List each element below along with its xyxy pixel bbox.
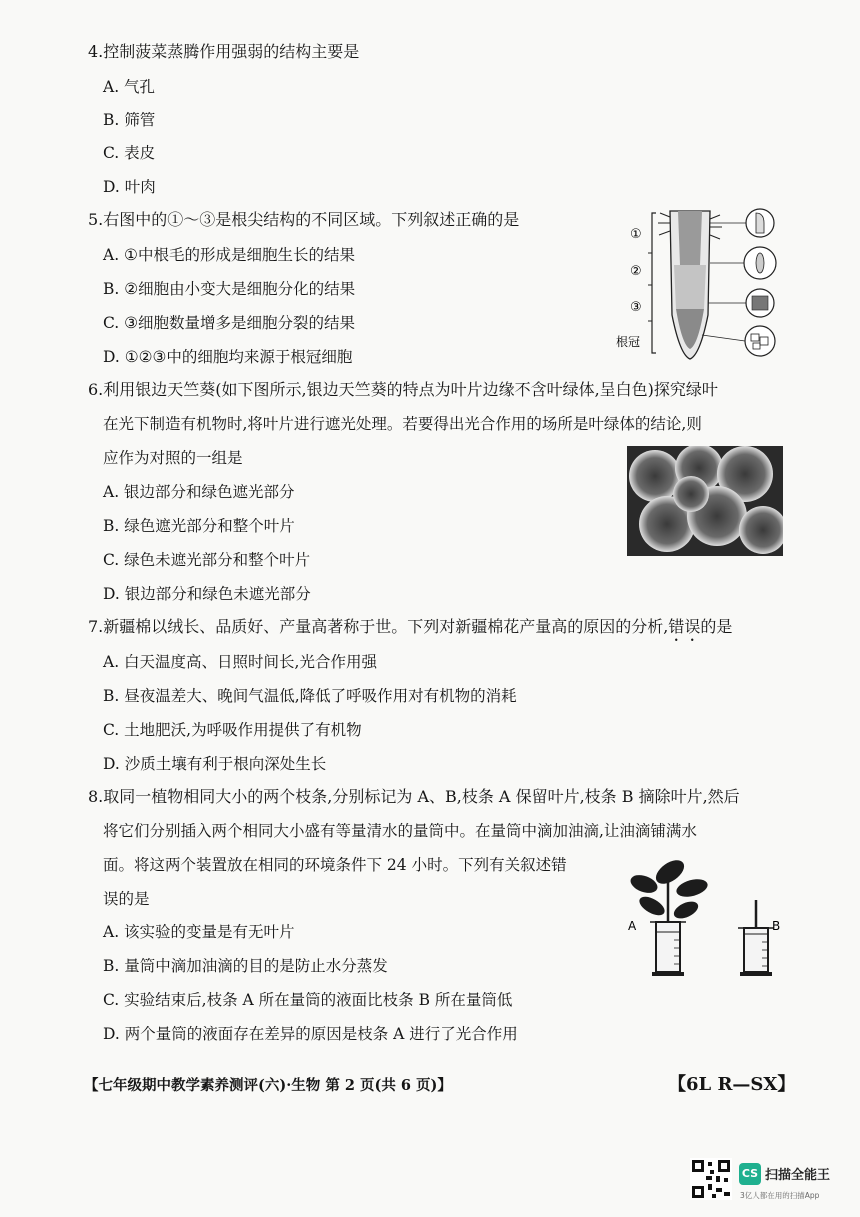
q5-option-c: C. ③细胞数量增多是细胞分裂的结果 [103,314,356,332]
q4-stem: 4.控制菠菜蒸腾作用强弱的结构主要是 [88,42,360,61]
q4-option-a: A. 气孔 [103,78,156,96]
q6-option-b: B. 绿色遮光部分和整个叶片 [103,517,295,535]
label-zone-1: ① [630,227,642,242]
q8-option-a: A. 该实验的变量是有无叶片 [103,923,295,941]
q5-option-a: A. ①中根毛的形成是细胞生长的结果 [103,246,355,264]
q8-stem-line-3: 面。将这两个装置放在相同的环境条件下 24 小时。下列有关叙述错 [103,856,567,874]
q6-option-a: A. 银边部分和绿色遮光部分 [103,483,295,501]
q4-option-d: D. 叶肉 [103,178,156,196]
q8-stem-line-4: 误的是 [103,890,150,908]
label-branch-b: B [772,919,781,933]
q5-option-d: D. ①②③中的细胞均来源于根冠细胞 [103,348,353,366]
cylinder-experiment-figure [622,850,792,985]
q4-option-b: B. 筛管 [103,111,156,129]
label-root-cap: 根冠 [616,335,641,349]
label-zone-3: ③ [630,300,642,315]
footer-code: 【6L R—SX】 [668,1074,796,1095]
scanner-title: 扫描全能王 [765,1168,831,1183]
geranium-photo [627,446,783,556]
q6-stem-line-2: 在光下制造有机物时,将叶片进行遮光处理。若要得出光合作用的场所是叶绿体的结论,则 [103,415,702,433]
q7-stem-suffix: 的是 [700,617,733,636]
footer-exam-info: 【七年级期中教学素养测评(六)·生物 第 2 页(共 6 页)】 [84,1077,452,1094]
q7-option-d: D. 沙质土壤有利于根向深处生长 [103,755,327,773]
q5-stem: 5.右图中的①～③是根尖结构的不同区域。下列叙述正确的是 [88,210,520,229]
root-tip-figure [612,205,792,365]
q8-option-c: C. 实验结束后,枝条 A 所在量筒的液面比枝条 B 所在量筒低 [103,991,513,1009]
q7-option-a: A. 白天温度高、日照时间长,光合作用强 [103,653,377,671]
q7-stem-emphasis: 错误 [668,617,701,636]
q5-option-b: B. ②细胞由小变大是细胞分化的结果 [103,280,356,298]
scanner-subtitle: 3亿人都在用的扫描App [740,1191,820,1200]
q8-stem-line-1: 8.取同一植物相同大小的两个枝条,分别标记为 A、B,枝条 A 保留叶片,枝条 B 摘除叶片,然后 [88,787,740,806]
q6-stem-line-1: 6.利用银边天竺葵(如下图所示,银边天竺葵的特点为叶片边缘不含叶绿体,呈白色)探究绿叶 [88,380,718,399]
q6-stem-line-3: 应作为对照的一组是 [103,449,243,467]
label-zone-2: ② [630,264,642,279]
label-branch-a: A [628,919,637,933]
q7-option-c: C. 土地肥沃,为呼吸作用提供了有机物 [103,721,362,739]
q8-option-b: B. 量筒中滴加油滴的目的是防止水分蒸发 [103,957,388,975]
q6-option-c: C. 绿色未遮光部分和整个叶片 [103,551,311,569]
q4-option-c: C. 表皮 [103,144,156,162]
q6-option-d: D. 银边部分和绿色未遮光部分 [103,585,311,603]
q7-option-b: B. 昼夜温差大、晚间气温低,降低了呼吸作用对有机物的消耗 [103,687,517,705]
qr-code-icon [690,1158,732,1200]
q8-stem-line-2: 将它们分别插入两个相同大小盛有等量清水的量筒中。在量筒中滴加油滴,让油滴铺满水 [103,822,697,840]
q7-stem-prefix: 7.新疆棉以绒长、品质好、产量高著称于世。下列对新疆棉花产量高的原因的分析, [88,617,669,636]
q8-option-d: D. 两个量筒的液面存在差异的原因是枝条 A 进行了光合作用 [103,1025,518,1043]
scanner-logo: CS [739,1163,761,1185]
q7-stem [88,617,732,645]
